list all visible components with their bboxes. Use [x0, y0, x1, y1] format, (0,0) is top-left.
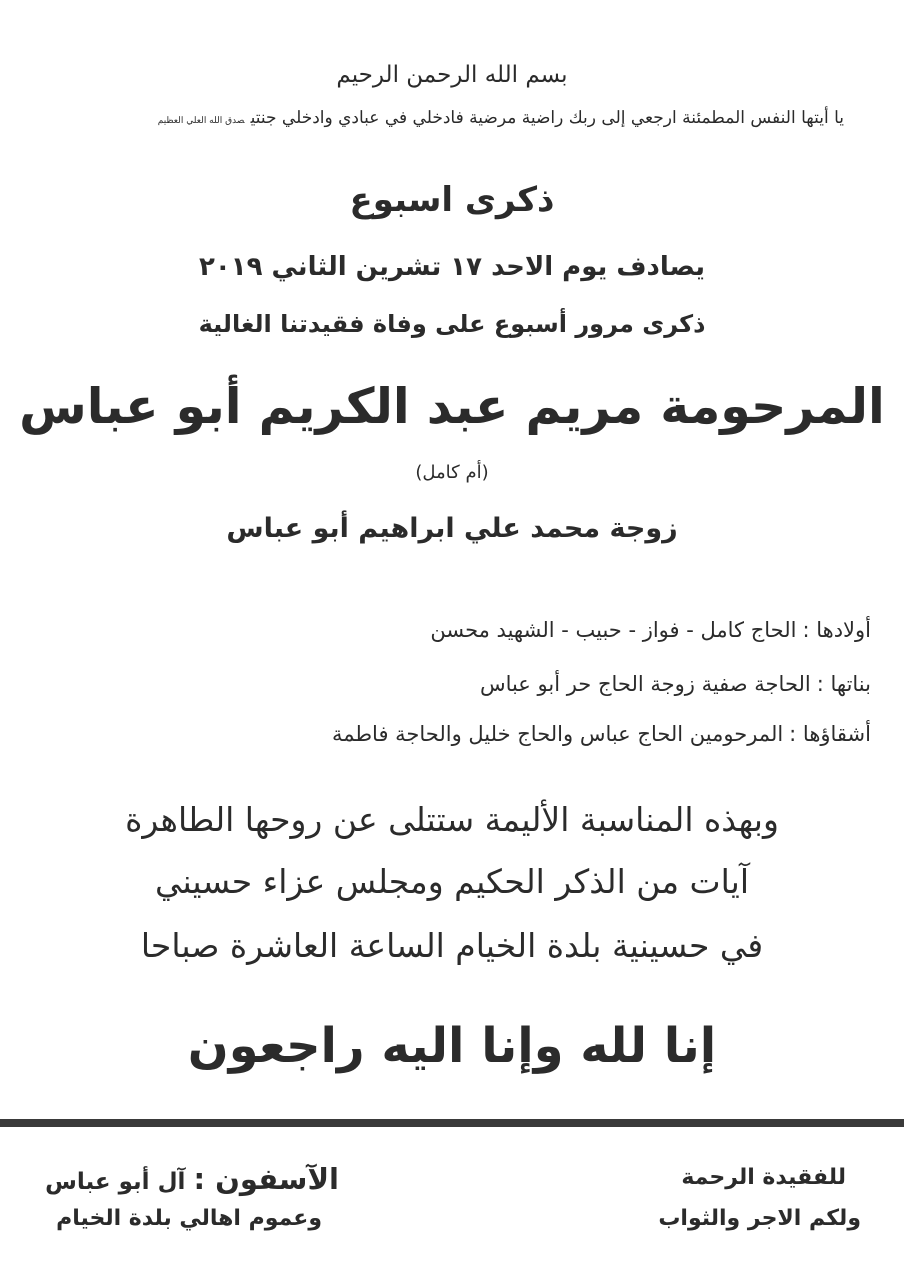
verse-text: يا أيتها النفس المطمئنة ارجعي إلى ربك راضية مرضية فادخلي في عبادي وادخلي جنتي — [250, 108, 844, 128]
daughters-label: بناتها : — [816, 672, 871, 696]
mourners-label: الآسفون : — [193, 1162, 339, 1196]
mourners-line-2: وعموم اهالي بلدة الخيام — [56, 1206, 322, 1231]
closing-line-1: وبهذه المناسبة الأليمة ستتلى عن روحها الطاهرة — [125, 800, 779, 839]
occasion-title: ذكرى اسبوع — [349, 180, 555, 220]
deceased-kunya: (أم كامل) — [415, 462, 489, 483]
final-phrase: إنا لله وإنا اليه راجعون — [187, 1018, 717, 1074]
family-siblings — [332, 722, 871, 746]
basmala: بسم الله الرحمن الرحيم — [336, 62, 568, 88]
deceased-name: المرحومة مريم عبد الكريم أبو عباس — [19, 378, 885, 435]
memory-line: ذكرى مرور أسبوع على وفاة فقيدتنا الغالية — [198, 310, 706, 338]
daughters-names: الحاجة صفية زوجة الحاج حر أبو عباس — [479, 672, 811, 696]
mourners-line-1 — [45, 1162, 339, 1196]
divider-rule — [0, 1119, 904, 1127]
closing-line-3: في حسينية بلدة الخيام الساعة العاشرة صباحا — [140, 926, 764, 965]
sons-names: الحاج كامل - فواز - حبيب - الشهيد محسن — [430, 618, 797, 642]
sons-label: أولادها : — [802, 618, 871, 642]
family-daughters — [480, 672, 871, 696]
husband-line: زوجة محمد علي ابراهيم أبو عباس — [226, 513, 678, 544]
closing-line-2: آيات من الذكر الحكيم ومجلس عزاء حسيني — [154, 862, 750, 901]
mourners-family: آل أبو عباس — [45, 1169, 186, 1195]
siblings-label: أشقاؤها : — [789, 722, 871, 746]
quran-verse — [158, 108, 844, 128]
prayer-line-2: ولكم الاجر والثواب — [658, 1206, 861, 1231]
verse-source: صدق الله العلي العظيم — [157, 116, 245, 126]
siblings-names: المرحومين الحاج عباس والحاج خليل والحاجة فاطمة — [331, 722, 784, 746]
date-line: يصادف يوم الاحد ١٧ تشرين الثاني ٢٠١٩ — [198, 252, 706, 282]
family-sons — [430, 618, 871, 642]
prayer-line-1: للفقيدة الرحمة — [681, 1165, 846, 1190]
